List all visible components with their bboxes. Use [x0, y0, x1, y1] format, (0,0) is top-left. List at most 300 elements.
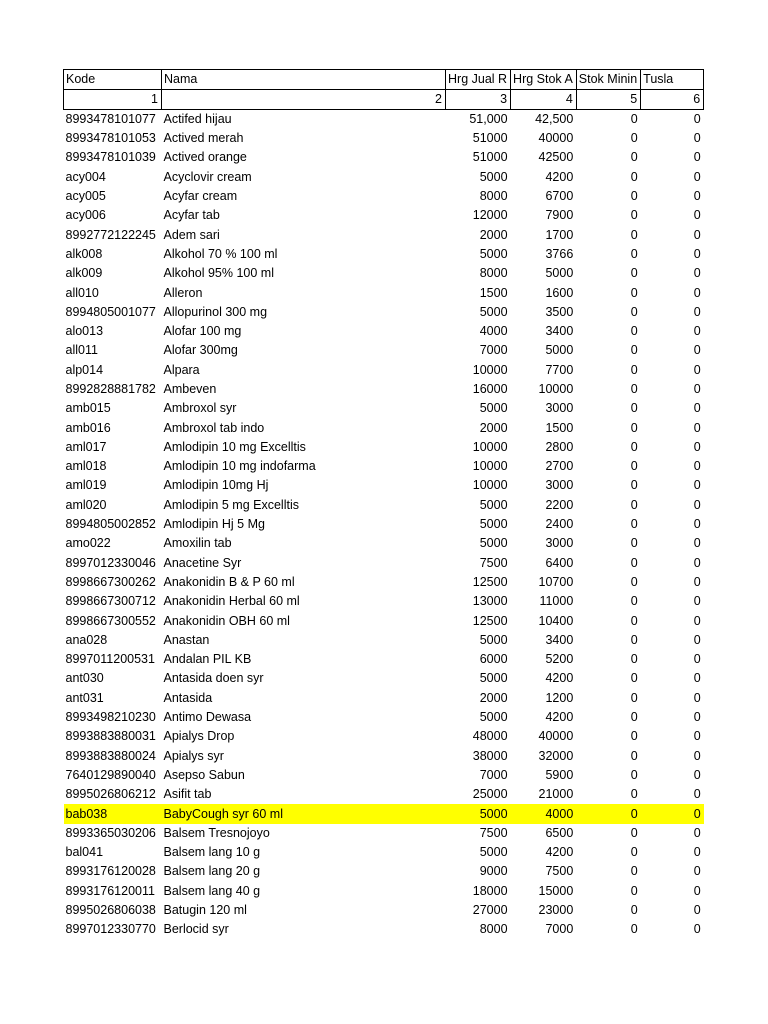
cell-hrg-jual[interactable]: 48000: [472, 729, 508, 744]
cell-hrg-jual[interactable]: 8000: [479, 189, 508, 204]
cell-hrg-jual[interactable]: 10000: [472, 439, 508, 454]
cell-hrg-jual[interactable]: 9000: [479, 864, 508, 879]
column-number[interactable]: 3: [446, 90, 511, 110]
table-row: [64, 862, 704, 881]
cell-hrg-stok[interactable]: 42500: [538, 150, 574, 165]
cell-stok-min[interactable]: 0: [630, 729, 638, 744]
cell-kode[interactable]: all011: [65, 343, 98, 358]
cell-kode[interactable]: 8993478101053: [65, 131, 156, 146]
cell-stok-min[interactable]: 0: [630, 208, 638, 223]
cell-hrg-jual[interactable]: 5000: [479, 517, 508, 532]
table-row: [64, 303, 704, 322]
cell-hrg-stok[interactable]: 5900: [545, 767, 574, 782]
cell-hrg-stok[interactable]: 4200: [545, 710, 574, 725]
cell-stok-min[interactable]: 0: [630, 246, 638, 261]
cell-tusla[interactable]: 0: [693, 574, 701, 589]
cell-hrg-jual[interactable]: 7500: [479, 825, 508, 840]
table-row: [64, 380, 704, 399]
cell-hrg-stok[interactable]: 3400: [545, 632, 574, 647]
cell-tusla[interactable]: 0: [693, 189, 701, 204]
cell-hrg-jual[interactable]: 10000: [472, 459, 508, 474]
cell-hrg-stok[interactable]: 6700: [545, 189, 574, 204]
cell-stok-min[interactable]: 0: [630, 903, 638, 918]
column-number[interactable]: 5: [576, 90, 640, 110]
cell-kode[interactable]: aml018: [65, 459, 107, 474]
cell-hrg-jual[interactable]: 7500: [479, 555, 508, 570]
cell-tusla[interactable]: 0: [693, 459, 701, 474]
cell-tusla[interactable]: 0: [693, 613, 701, 628]
cell-nama[interactable]: Alkohol 95% 100 ml: [163, 266, 274, 281]
header-stok-min[interactable]: Stok Minin: [576, 70, 640, 90]
cell-hrg-stok[interactable]: 10000: [538, 382, 574, 396]
cell-kode[interactable]: amb016: [65, 420, 111, 435]
cell-hrg-stok[interactable]: 4000: [511, 804, 577, 823]
cell-nama[interactable]: Amlodipin 10 mg indofarma: [163, 459, 316, 474]
cell-stok-min[interactable]: 0: [630, 536, 638, 551]
cell-kode[interactable]: aml017: [65, 439, 107, 454]
cell-hrg-jual[interactable]: 13000: [472, 594, 508, 609]
cell-stok-min[interactable]: 0: [630, 632, 638, 647]
cell-stok-min[interactable]: 0: [630, 710, 638, 725]
cell-stok-min[interactable]: 0: [630, 613, 638, 628]
cell-stok-min[interactable]: 0: [630, 362, 638, 377]
cell-hrg-stok[interactable]: 3500: [545, 304, 574, 319]
cell-kode[interactable]: amo022: [65, 536, 111, 551]
cell-hrg-stok[interactable]: 7000: [545, 922, 574, 937]
cell-kode[interactable]: 7640129890040: [65, 767, 156, 782]
cell-nama[interactable]: Andalan PIL KB: [163, 652, 252, 667]
cell-nama[interactable]: Ambeven: [163, 382, 217, 396]
table-row: [64, 148, 704, 167]
cell-hrg-jual[interactable]: 5000: [479, 246, 508, 261]
cell-stok-min[interactable]: 0: [630, 131, 638, 146]
cell-tusla[interactable]: 0: [693, 343, 701, 358]
cell-tusla[interactable]: 0: [693, 478, 701, 493]
cell-hrg-jual[interactable]: 5000: [479, 169, 508, 184]
cell-tusla[interactable]: 0: [693, 285, 701, 300]
cell-tusla[interactable]: 0: [693, 845, 701, 860]
cell-hrg-stok[interactable]: 4200: [545, 845, 574, 860]
cell-tusla[interactable]: 0: [693, 362, 701, 377]
cell-hrg-jual[interactable]: 6000: [479, 652, 508, 667]
cell-kode[interactable]: aml020: [65, 497, 107, 512]
table-row: [64, 534, 704, 553]
table-row: [64, 225, 704, 244]
cell-nama[interactable]: Antasida doen syr: [163, 671, 264, 686]
cell-hrg-jual[interactable]: 16000: [472, 382, 508, 396]
cell-tusla[interactable]: 0: [693, 767, 701, 782]
cell-kode[interactable]: alk009: [65, 266, 103, 281]
cell-kode[interactable]: alo013: [65, 324, 104, 339]
cell-kode[interactable]: 8993498210230: [65, 710, 156, 725]
table-row: [64, 187, 704, 206]
cell-hrg-stok[interactable]: 3400: [545, 324, 574, 339]
cell-kode[interactable]: acy004: [65, 169, 106, 184]
column-number[interactable]: 1: [64, 90, 162, 110]
cell-stok-min[interactable]: 0: [630, 478, 638, 493]
cell-kode[interactable]: 8993883880024: [65, 748, 156, 763]
cell-nama[interactable]: Allopurinol 300 mg: [163, 304, 268, 319]
cell-nama[interactable]: Anastan: [163, 632, 210, 647]
cell-nama[interactable]: Anakonidin OBH 60 ml: [163, 613, 290, 628]
table-row: [64, 901, 704, 920]
cell-hrg-jual[interactable]: 5000: [479, 632, 508, 647]
cell-kode[interactable]: acy005: [65, 189, 106, 204]
cell-hrg-stok[interactable]: 2700: [545, 459, 574, 474]
table-row: [64, 168, 704, 187]
cell-tusla[interactable]: 0: [693, 671, 701, 686]
cell-hrg-stok[interactable]: 40000: [538, 729, 574, 744]
header-hrg-jual[interactable]: Hrg Jual R: [446, 70, 511, 90]
cell-tusla[interactable]: 0: [693, 652, 701, 667]
cell-nama[interactable]: Acyfar tab: [163, 208, 220, 223]
header-number-row: [64, 90, 704, 110]
cell-hrg-jual[interactable]: 2000: [479, 227, 508, 242]
cell-stok-min[interactable]: 0: [630, 189, 638, 204]
cell-tusla[interactable]: 0: [693, 131, 701, 146]
cell-hrg-stok[interactable]: 4200: [545, 671, 574, 686]
cell-hrg-jual[interactable]: 10000: [472, 478, 508, 493]
cell-tusla[interactable]: 0: [693, 864, 701, 879]
cell-tusla[interactable]: 0: [693, 169, 701, 184]
cell-kode[interactable]: 8998667300552: [65, 613, 156, 628]
cell-kode[interactable]: 8993176120011: [65, 883, 155, 898]
cell-stok-min[interactable]: 0: [630, 883, 638, 898]
cell-stok-min[interactable]: 0: [630, 497, 638, 512]
cell-kode[interactable]: amb015: [65, 401, 111, 416]
cell-tusla[interactable]: 0: [693, 382, 701, 396]
cell-kode[interactable]: 8992828881782: [65, 382, 156, 396]
cell-hrg-stok[interactable]: 6500: [545, 825, 574, 840]
cell-kode[interactable]: 8997012330770: [65, 922, 156, 937]
cell-nama[interactable]: BabyCough syr 60 ml: [162, 804, 446, 823]
cell-nama[interactable]: Amlodipin 10mg Hj: [163, 478, 269, 493]
cell-stok-min[interactable]: 0: [630, 652, 638, 667]
cell-hrg-stok[interactable]: 3000: [545, 536, 574, 551]
cell-hrg-stok[interactable]: 15000: [538, 883, 574, 898]
cell-tusla[interactable]: 0: [693, 690, 701, 705]
cell-kode[interactable]: aml019: [65, 478, 107, 493]
cell-nama[interactable]: Balsem lang 10 g: [163, 845, 261, 860]
cell-tusla[interactable]: 0: [693, 266, 701, 281]
cell-hrg-stok[interactable]: 5000: [545, 266, 574, 281]
cell-stok-min[interactable]: 0: [630, 343, 638, 358]
cell-nama[interactable]: Anakonidin B & P 60 ml: [163, 574, 295, 589]
table-row: [64, 650, 704, 669]
cell-hrg-jual[interactable]: 5000: [479, 304, 508, 319]
cell-hrg-stok[interactable]: 7700: [545, 362, 574, 377]
cell-hrg-stok[interactable]: 3766: [545, 246, 574, 261]
cell-hrg-stok[interactable]: 6400: [545, 555, 574, 570]
cell-hrg-jual[interactable]: 8000: [479, 922, 508, 937]
cell-kode[interactable]: bal041: [65, 845, 104, 860]
table-row: [64, 110, 704, 130]
cell-hrg-stok[interactable]: 5000: [545, 343, 574, 358]
cell-tusla[interactable]: 0: [693, 903, 701, 918]
cell-nama[interactable]: Antasida: [163, 690, 213, 705]
cell-kode[interactable]: bab038: [64, 804, 162, 823]
cell-hrg-jual[interactable]: 4000: [479, 324, 508, 339]
cell-kode[interactable]: alp014: [65, 362, 104, 377]
cell-nama[interactable]: Alleron: [163, 285, 203, 300]
cell-tusla[interactable]: 0: [693, 517, 701, 532]
cell-stok-min[interactable]: 0: [630, 517, 638, 532]
header-tusla[interactable]: Tusla: [641, 70, 704, 90]
cell-kode[interactable]: 8995026806038: [65, 903, 156, 918]
table-row: [64, 708, 704, 727]
cell-stok-min[interactable]: 0: [630, 382, 638, 396]
cell-hrg-stok[interactable]: 32000: [538, 748, 574, 763]
cell-hrg-jual[interactable]: 7000: [479, 767, 508, 782]
cell-stok-min[interactable]: 0: [630, 420, 638, 435]
cell-hrg-stok[interactable]: 7500: [545, 864, 574, 879]
cell-hrg-stok[interactable]: 10700: [538, 574, 574, 589]
cell-kode[interactable]: 8994805001077: [65, 304, 156, 319]
cell-stok-min[interactable]: 0: [630, 671, 638, 686]
cell-stok-min[interactable]: 0: [576, 804, 640, 823]
cell-nama[interactable]: Alkohol 70 % 100 ml: [163, 246, 278, 261]
cell-hrg-jual[interactable]: 51,000: [469, 112, 508, 126]
cell-tusla[interactable]: 0: [693, 208, 701, 223]
cell-stok-min[interactable]: 0: [630, 767, 638, 782]
cell-nama[interactable]: Anacetine Syr: [163, 555, 242, 570]
cell-hrg-jual[interactable]: 2000: [479, 690, 508, 705]
cell-hrg-stok[interactable]: 2200: [545, 497, 574, 512]
column-number[interactable]: 6: [641, 90, 704, 110]
cell-tusla[interactable]: 0: [693, 420, 701, 435]
cell-hrg-jual[interactable]: 5000: [479, 401, 508, 416]
cell-kode[interactable]: acy006: [65, 208, 106, 223]
cell-hrg-jual[interactable]: 12000: [472, 208, 508, 223]
cell-hrg-stok[interactable]: 2800: [545, 439, 574, 454]
cell-hrg-stok[interactable]: 2400: [545, 517, 574, 532]
cell-tusla[interactable]: 0: [641, 804, 704, 823]
cell-kode[interactable]: 8993365030206: [65, 825, 156, 840]
cell-tusla[interactable]: 0: [693, 710, 701, 725]
header-nama[interactable]: Nama: [162, 70, 446, 90]
cell-kode[interactable]: 8998667300262: [65, 574, 156, 589]
table-row: [64, 476, 704, 495]
table-row: [64, 804, 704, 823]
cell-hrg-jual[interactable]: 10000: [472, 362, 508, 377]
cell-kode[interactable]: 8997012330046: [65, 555, 156, 570]
cell-nama[interactable]: Batugin 120 ml: [163, 903, 247, 918]
cell-nama[interactable]: Alofar 100 mg: [163, 324, 242, 339]
cell-tusla[interactable]: 0: [693, 632, 701, 647]
cell-kode[interactable]: ant030: [65, 671, 104, 686]
table-row: [64, 669, 704, 688]
cell-kode[interactable]: alk008: [65, 246, 103, 261]
cell-kode[interactable]: 8993176120028: [65, 864, 156, 879]
cell-hrg-stok[interactable]: 10400: [538, 613, 574, 628]
cell-kode[interactable]: 8992772122245: [65, 227, 156, 242]
cell-nama[interactable]: Alpara: [163, 362, 200, 377]
cell-nama[interactable]: Balsem lang 20 g: [163, 864, 261, 879]
cell-nama[interactable]: Amlodipin Hj 5 Mg: [163, 517, 265, 532]
cell-tusla[interactable]: 0: [693, 439, 701, 454]
cell-kode[interactable]: 8995026806212: [65, 787, 156, 802]
cell-stok-min[interactable]: 0: [630, 459, 638, 474]
cell-tusla[interactable]: 0: [693, 227, 701, 242]
cell-hrg-jual[interactable]: 51000: [472, 131, 508, 146]
cell-nama[interactable]: Amlodipin 10 mg Excelltis: [163, 439, 306, 454]
cell-hrg-jual[interactable]: 2000: [479, 420, 508, 435]
cell-tusla[interactable]: 0: [693, 112, 701, 126]
cell-kode[interactable]: 8998667300712: [65, 594, 156, 609]
cell-stok-min[interactable]: 0: [630, 864, 638, 879]
table-row: [64, 264, 704, 283]
table-row: [64, 689, 704, 708]
cell-tusla[interactable]: 0: [693, 729, 701, 744]
cell-stok-min[interactable]: 0: [630, 169, 638, 184]
cell-tusla[interactable]: 0: [693, 555, 701, 570]
cell-hrg-jual[interactable]: 18000: [472, 883, 508, 898]
cell-stok-min[interactable]: 0: [630, 555, 638, 570]
cell-nama[interactable]: Anakonidin Herbal 60 ml: [163, 594, 300, 609]
cell-nama[interactable]: Acyfar cream: [163, 189, 238, 204]
cell-kode[interactable]: all010: [65, 285, 99, 300]
cell-nama[interactable]: Berlocid syr: [163, 922, 229, 937]
cell-kode[interactable]: 8993883880031: [65, 729, 156, 744]
table-row: [64, 399, 704, 418]
header-label-row: [64, 70, 704, 90]
column-number[interactable]: 4: [511, 90, 577, 110]
cell-nama[interactable]: Actived merah: [163, 131, 244, 146]
cell-stok-min[interactable]: 0: [630, 748, 638, 763]
cell-stok-min[interactable]: 0: [630, 285, 638, 300]
column-number[interactable]: 2: [162, 90, 446, 110]
cell-kode[interactable]: 8993478101077: [65, 112, 156, 126]
cell-tusla[interactable]: 0: [693, 497, 701, 512]
cell-tusla[interactable]: 0: [693, 787, 701, 802]
cell-nama[interactable]: Actived orange: [163, 150, 247, 165]
cell-tusla[interactable]: 0: [693, 304, 701, 319]
cell-nama[interactable]: Actifed hijau: [163, 112, 232, 126]
cell-hrg-stok[interactable]: 23000: [538, 903, 574, 918]
cell-tusla[interactable]: 0: [693, 883, 701, 898]
table-row: [64, 631, 704, 650]
cell-nama[interactable]: Antimo Dewasa: [163, 710, 252, 725]
cell-stok-min[interactable]: 0: [630, 690, 638, 705]
cell-hrg-stok[interactable]: 42,500: [535, 112, 574, 126]
cell-hrg-jual[interactable]: 5000: [479, 845, 508, 860]
cell-nama[interactable]: Balsem Tresnojoyo: [163, 825, 270, 840]
cell-stok-min[interactable]: 0: [630, 594, 638, 609]
cell-tusla[interactable]: 0: [693, 401, 701, 416]
cell-hrg-stok[interactable]: 1500: [545, 420, 574, 435]
cell-stok-min[interactable]: 0: [630, 787, 638, 802]
cell-hrg-jual[interactable]: 8000: [479, 266, 508, 281]
cell-hrg-jual[interactable]: 5000: [479, 671, 508, 686]
cell-hrg-jual[interactable]: 12500: [472, 574, 508, 589]
cell-hrg-jual[interactable]: 51000: [472, 150, 508, 165]
cell-hrg-jual[interactable]: 12500: [472, 613, 508, 628]
cell-hrg-stok[interactable]: 7900: [545, 208, 574, 223]
cell-hrg-jual[interactable]: 38000: [472, 748, 508, 763]
cell-hrg-jual[interactable]: 5000: [479, 536, 508, 551]
cell-hrg-stok[interactable]: 21000: [538, 787, 574, 802]
cell-hrg-jual[interactable]: 5000: [446, 804, 511, 823]
cell-tusla[interactable]: 0: [693, 150, 701, 165]
spreadsheet-table: [63, 69, 704, 939]
header-kode[interactable]: Kode: [64, 70, 162, 90]
cell-hrg-jual[interactable]: 5000: [479, 497, 508, 512]
cell-hrg-jual[interactable]: 1500: [479, 285, 508, 300]
cell-nama[interactable]: Asifit tab: [163, 787, 212, 802]
cell-tusla[interactable]: 0: [693, 246, 701, 261]
cell-hrg-jual[interactable]: 5000: [479, 710, 508, 725]
cell-nama[interactable]: Amlodipin 5 mg Excelltis: [163, 497, 299, 512]
cell-stok-min[interactable]: 0: [630, 266, 638, 281]
table-row: [64, 245, 704, 264]
cell-nama[interactable]: Apialys Drop: [163, 729, 235, 744]
cell-nama[interactable]: Alofar 300mg: [163, 343, 238, 358]
cell-stok-min[interactable]: 0: [630, 304, 638, 319]
cell-tusla[interactable]: 0: [693, 324, 701, 339]
cell-tusla[interactable]: 0: [693, 922, 701, 937]
cell-hrg-stok[interactable]: 5200: [545, 652, 574, 667]
cell-stok-min[interactable]: 0: [630, 401, 638, 416]
cell-stok-min[interactable]: 0: [630, 150, 638, 165]
cell-nama[interactable]: Amoxilin tab: [163, 536, 232, 551]
cell-kode[interactable]: ana028: [65, 632, 108, 647]
table-row: [64, 438, 704, 457]
header-hrg-stok[interactable]: Hrg Stok A: [511, 70, 577, 90]
cell-stok-min[interactable]: 0: [630, 922, 638, 937]
cell-nama[interactable]: Ambroxol syr: [163, 401, 237, 416]
cell-nama[interactable]: Balsem lang 40 g: [163, 883, 261, 898]
cell-hrg-stok[interactable]: 1200: [545, 690, 574, 705]
cell-stok-min[interactable]: 0: [630, 574, 638, 589]
cell-tusla[interactable]: 0: [693, 825, 701, 840]
cell-hrg-stok[interactable]: 3000: [545, 478, 574, 493]
cell-tusla[interactable]: 0: [693, 594, 701, 609]
cell-hrg-stok[interactable]: 4200: [545, 169, 574, 184]
cell-stok-min[interactable]: 0: [630, 112, 638, 126]
cell-kode[interactable]: ant031: [65, 690, 104, 705]
cell-tusla[interactable]: 0: [693, 748, 701, 763]
cell-nama[interactable]: Asepso Sabun: [163, 767, 245, 782]
cell-nama[interactable]: Ambroxol tab indo: [163, 420, 265, 435]
cell-stok-min[interactable]: 0: [630, 439, 638, 454]
cell-hrg-jual[interactable]: 25000: [472, 787, 508, 802]
cell-nama[interactable]: Acyclovir cream: [163, 169, 252, 184]
cell-hrg-stok[interactable]: 1700: [545, 227, 574, 242]
cell-hrg-jual[interactable]: 7000: [479, 343, 508, 358]
cell-stok-min[interactable]: 0: [630, 845, 638, 860]
cell-kode[interactable]: 8997011200531: [65, 652, 155, 667]
cell-stok-min[interactable]: 0: [630, 324, 638, 339]
cell-stok-min[interactable]: 0: [630, 227, 638, 242]
table-row: [64, 341, 704, 360]
cell-hrg-jual[interactable]: 27000: [472, 903, 508, 918]
cell-tusla[interactable]: 0: [693, 536, 701, 551]
table-row: [64, 747, 704, 766]
cell-kode[interactable]: 8993478101039: [65, 150, 156, 165]
cell-hrg-stok[interactable]: 40000: [538, 131, 574, 146]
cell-stok-min[interactable]: 0: [630, 825, 638, 840]
table-row: [64, 457, 704, 476]
cell-nama[interactable]: Adem sari: [163, 227, 220, 242]
cell-kode[interactable]: 8994805002852: [65, 517, 156, 532]
cell-hrg-stok[interactable]: 3000: [545, 401, 574, 416]
cell-hrg-stok[interactable]: 11000: [539, 594, 574, 609]
cell-nama[interactable]: Apialys syr: [163, 748, 224, 763]
cell-hrg-stok[interactable]: 1600: [545, 285, 574, 300]
table-row: [64, 727, 704, 746]
table-row: [64, 322, 704, 341]
table-row: [64, 129, 704, 148]
